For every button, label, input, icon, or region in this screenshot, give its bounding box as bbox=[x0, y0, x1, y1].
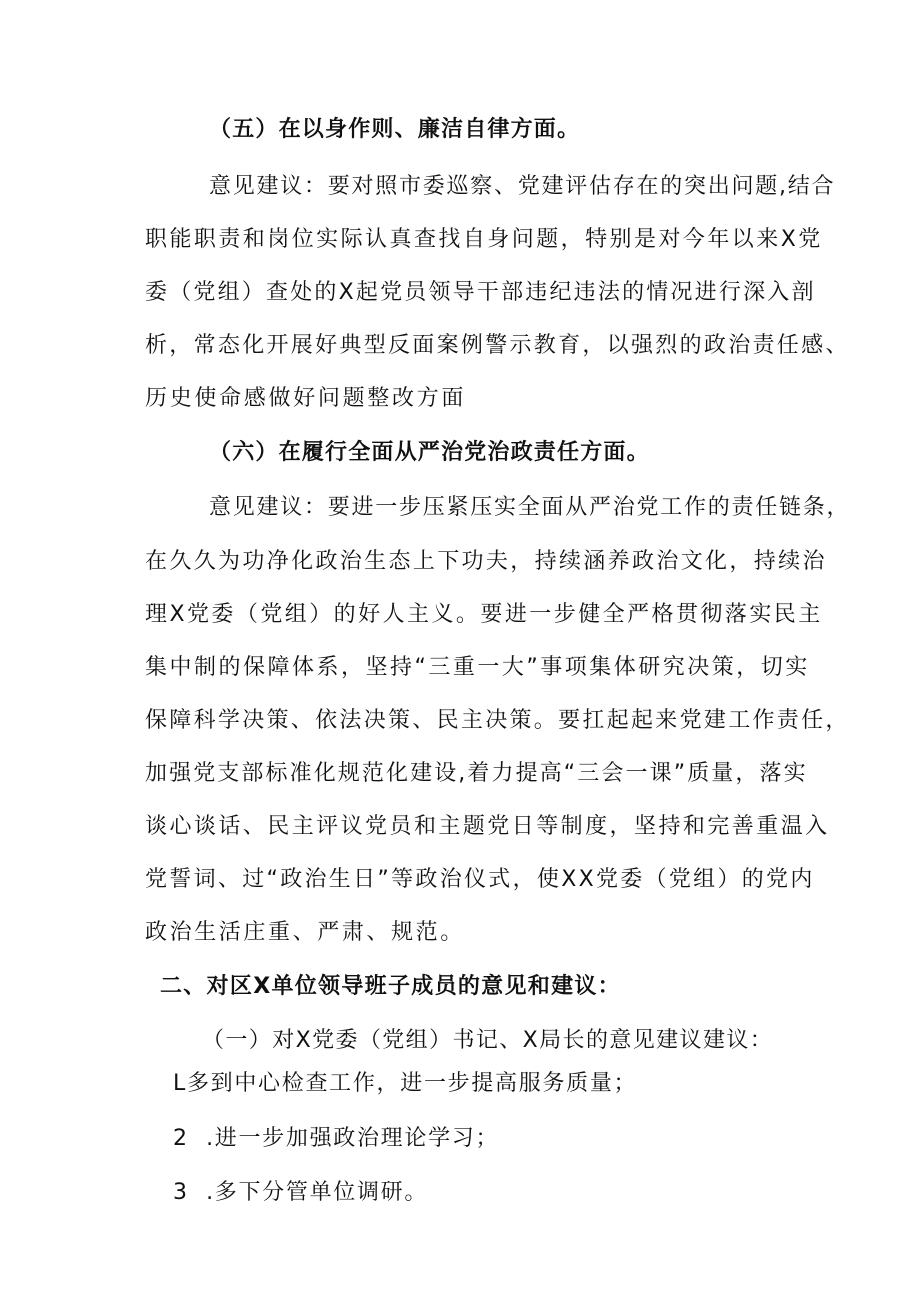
section-five-line-3: 委（党组）查处的X起党员领导干部违纪违法的情况进行深入剖 bbox=[145, 280, 816, 305]
section-five-heading: （五）在以身作则、廉洁自律方面。 bbox=[209, 117, 581, 142]
section-five-line-2: 职能职责和岗位实际认真查找自身问题，特别是对今年以来X党 bbox=[145, 227, 823, 252]
section-six-line-2: 在久久为功净化政治生态上下功夫，持续涵养政治文化，持续治 bbox=[145, 549, 827, 574]
list-item: 2 .进一步加强政治理论学习； bbox=[173, 1126, 500, 1151]
section-five-line-4: 析，常态化开展好典型反面案例警示教育，以强烈的政治责任感、 bbox=[145, 333, 850, 358]
section-six-heading: （六）在履行全面从严治党治政责任方面。 bbox=[209, 440, 650, 465]
text-line: 意见建议：要对照市委巡察、党建评估存在的突出问题,结合 bbox=[209, 174, 836, 199]
section-six-line-6: 加强党支部标准化规范化建设,着力提高“三会一课”质量，落实 bbox=[145, 761, 808, 786]
part-two-heading: 二、对区X单位领导班子成员的意见和建议： bbox=[160, 974, 621, 999]
section-six-line-7: 谈心谈话、民主评议党员和主题党日等制度，坚持和完善重温入 bbox=[145, 814, 830, 839]
section-six-line-4: 集中制的保障体系，坚持“三重一大”事项集体研究决策，切实 bbox=[145, 655, 810, 680]
section-five-line-1 bbox=[209, 171, 836, 203]
section-six-line-9: 政治生活庄重、严肃、规范。 bbox=[145, 920, 465, 945]
section-six-line-1: 意见建议：要进一步压紧压实全面从严治党工作的责任链条， bbox=[209, 495, 851, 520]
list-item: L多到中心检查工作，进一步提高服务质量； bbox=[173, 1071, 638, 1096]
section-six-line-8: 党誓词、过“政治生日”等政治仪式，使XX党委（党组）的党内 bbox=[145, 867, 815, 892]
part-two-subheading: （一）对X党委（党组）书记、X局长的意见建议建议： bbox=[202, 1028, 774, 1053]
section-six-line-5: 保障科学决策、依法决策、民主决策。要扛起起来党建工作责任， bbox=[145, 708, 850, 733]
section-six-line-3: 理X党委（党组）的好人主义。要进一步健全严格贯彻落实民主 bbox=[145, 602, 823, 627]
section-five-line-5: 历史使命感做好问题整改方面 bbox=[145, 386, 467, 411]
list-item: 3 .多下分管单位调研。 bbox=[173, 1180, 429, 1205]
